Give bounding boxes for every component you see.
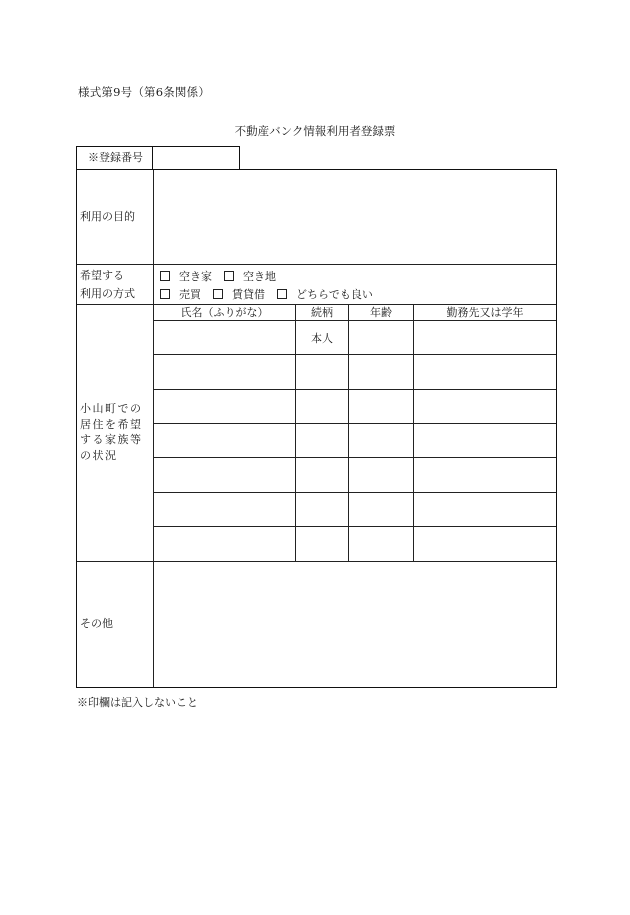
usage-label-line2: 利用の方式 xyxy=(80,287,135,300)
footnote: ※印欄は記入しないこと xyxy=(77,696,198,709)
other-label: その他 xyxy=(80,617,113,630)
table-row[interactable] xyxy=(154,458,555,491)
table-row[interactable] xyxy=(154,493,555,525)
table-row[interactable] xyxy=(154,527,555,560)
usage-options-row2 xyxy=(160,286,385,302)
option-sale[interactable] xyxy=(160,286,201,302)
family-label: 小山町での居住を希望する家族等の状況 xyxy=(80,402,143,462)
option-either[interactable] xyxy=(277,286,373,302)
option-label: 売買 xyxy=(179,288,201,301)
option-vacant-house[interactable] xyxy=(160,268,212,284)
option-label: 空き地 xyxy=(243,270,276,283)
usage-options-row1 xyxy=(160,268,288,284)
table-row[interactable] xyxy=(154,321,555,354)
option-lease[interactable] xyxy=(213,286,265,302)
checkbox-icon[interactable] xyxy=(224,271,234,281)
checkbox-icon[interactable] xyxy=(160,271,170,281)
checkbox-icon[interactable] xyxy=(277,289,287,299)
purpose-label: 利用の目的 xyxy=(80,210,135,223)
family-row-1-relation: 本人 xyxy=(311,332,333,345)
other-field[interactable] xyxy=(156,564,554,684)
registration-number-field[interactable] xyxy=(154,148,238,168)
option-vacant-land[interactable] xyxy=(224,268,276,284)
table-row[interactable] xyxy=(154,355,555,388)
option-label: 空き家 xyxy=(179,270,212,283)
registration-divider xyxy=(152,146,153,170)
column-header-name: 氏名（ふりがな） xyxy=(180,306,269,319)
purpose-bottom-line xyxy=(77,264,556,265)
form-number: 様式第9号（第6条関係） xyxy=(78,85,211,99)
table-row[interactable] xyxy=(154,424,555,456)
document-title: 不動産バンク情報利用者登録票 xyxy=(234,124,396,138)
usage-label-line1: 希望する xyxy=(80,269,124,282)
table-row[interactable] xyxy=(154,390,555,422)
option-label: 賃貸借 xyxy=(232,288,265,301)
checkbox-icon[interactable] xyxy=(213,289,223,299)
option-label: どちらでも良い xyxy=(296,288,373,301)
column-header-relation: 続柄 xyxy=(311,306,333,319)
family-bottom-line xyxy=(77,561,556,562)
registration-number-label: ※登録番号 xyxy=(88,151,143,164)
purpose-field[interactable] xyxy=(156,172,554,262)
checkbox-icon[interactable] xyxy=(160,289,170,299)
column-header-work: 勤務先又は学年 xyxy=(446,306,524,319)
usage-label xyxy=(80,268,135,302)
column-header-age: 年齢 xyxy=(370,306,392,319)
